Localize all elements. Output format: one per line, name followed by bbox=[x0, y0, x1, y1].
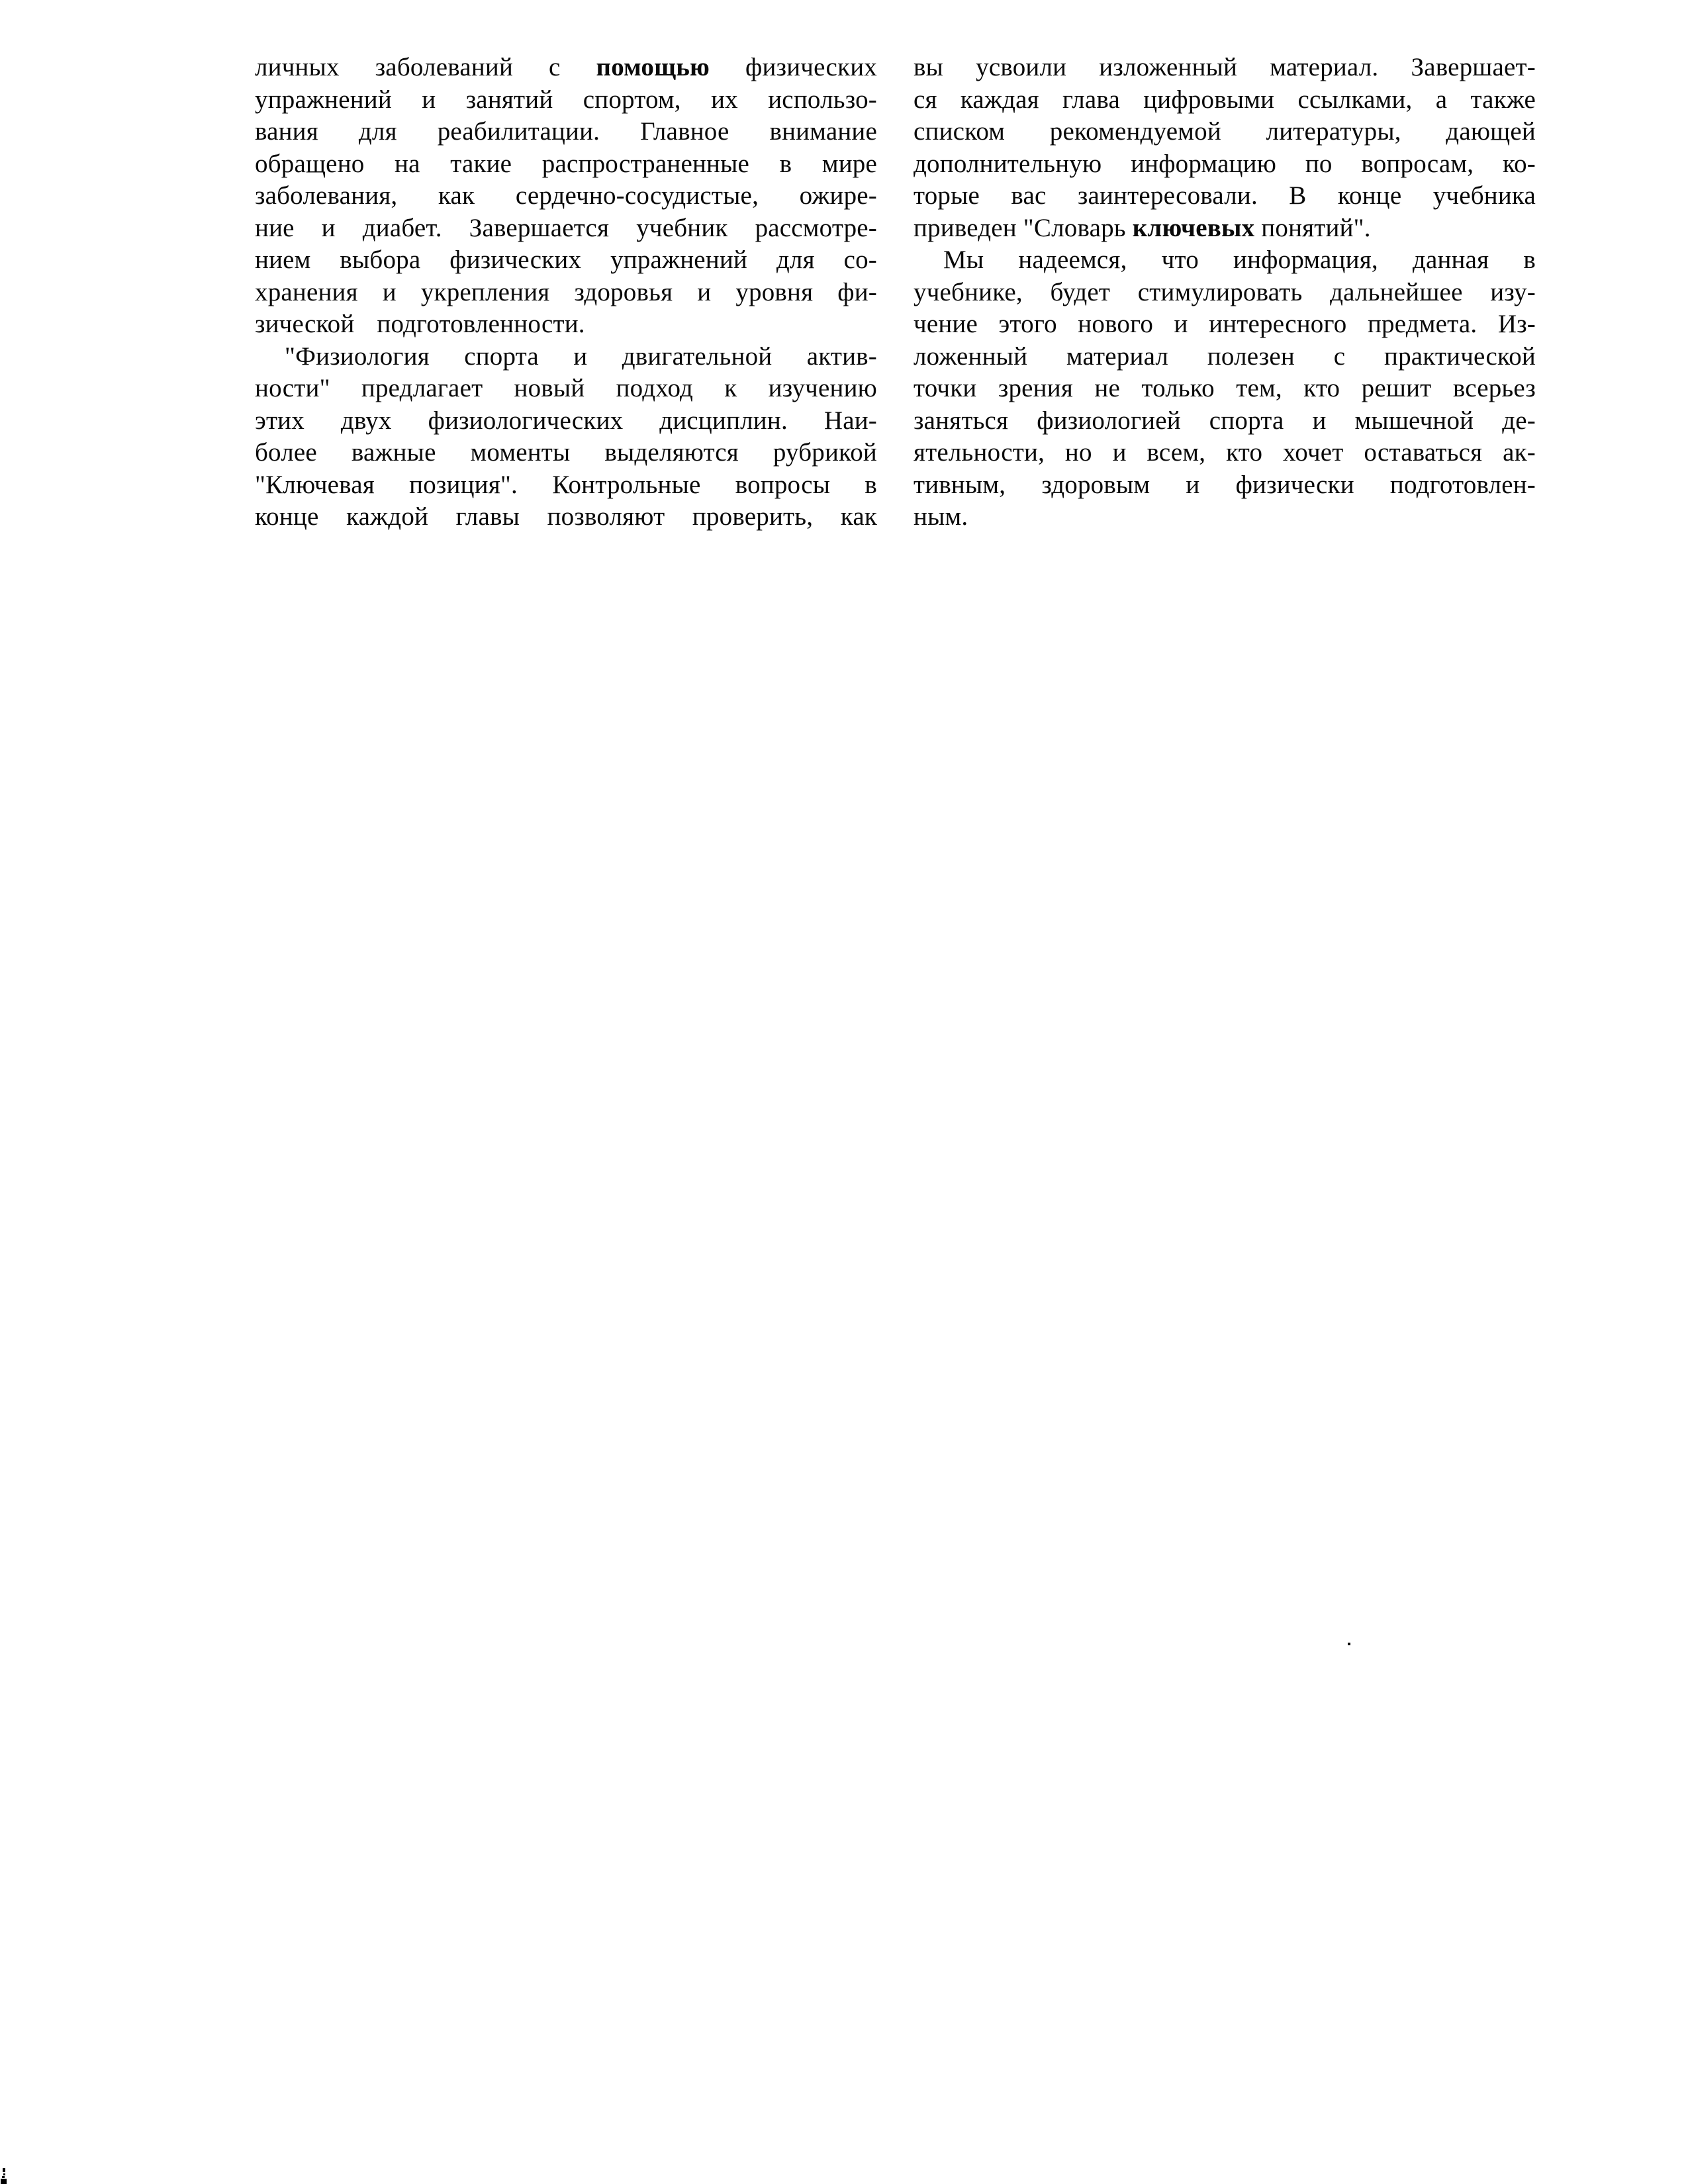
text-line: этих двух физиологических дисциплин. Наи- bbox=[255, 406, 877, 435]
text-line: упражнений и занятий спортом, их использо- bbox=[255, 85, 877, 114]
text-segment: понятий". bbox=[1254, 213, 1371, 242]
text-line bbox=[255, 52, 877, 84]
text-line: обращено на такие распространенные в мире bbox=[255, 149, 877, 178]
text-line: хранения и укрепления здоровья и уровня фи- bbox=[255, 277, 877, 306]
text-line: торые вас заинтересовали. В конце учебника bbox=[914, 181, 1536, 210]
text-segment-bold: помощью bbox=[596, 53, 710, 81]
text-segment: физических bbox=[710, 53, 877, 81]
text-line: вания для реабилитации. Главное внимание bbox=[255, 117, 877, 146]
text-line: нием выбора физических упражнений для со- bbox=[255, 246, 877, 274]
text-segment: приведен "Словарь bbox=[914, 213, 1133, 242]
text-line: тивным, здоровым и физически подготовлен- bbox=[914, 470, 1536, 499]
text-line-paragraph-start: Мы надеемся, что информация, данная в bbox=[943, 246, 1536, 274]
text-line: чение этого нового и интересного предмета. Из- bbox=[914, 310, 1536, 338]
text-line: точки зрения не только тем, кто решит всерьез bbox=[914, 374, 1536, 402]
text-segment: личных заболеваний с bbox=[255, 53, 596, 81]
text-line: заболевания, как сердечно-сосудистые, ожире- bbox=[255, 181, 877, 210]
text-line: более важные моменты выделяются рубрикой bbox=[255, 438, 877, 467]
text-line-paragraph-end: зической подготовленности. bbox=[255, 310, 585, 338]
text-line-paragraph-end bbox=[914, 212, 1536, 245]
scan-artifact-mark bbox=[3, 2168, 5, 2172]
text-line: конце каждой главы позволяют проверить, как bbox=[255, 502, 877, 531]
scan-artifact-mark bbox=[1, 2179, 7, 2184]
text-line: ние и диабет. Завершается учебник рассмотре- bbox=[255, 213, 877, 242]
text-line: ятельности, но и всем, кто хочет оставаться ак- bbox=[914, 438, 1536, 467]
text-line: ности" предлагает новый подход к изучению bbox=[255, 374, 877, 402]
text-line-paragraph-start: "Физиология спорта и двигательной актив- bbox=[285, 341, 877, 371]
text-line: вы усвоили изложенный материал. Завершает- bbox=[914, 53, 1536, 81]
text-line: "Ключевая позиция". Контрольные вопросы в bbox=[255, 470, 877, 499]
text-line: заняться физиологией спорта и мышечной де- bbox=[914, 406, 1536, 435]
text-line: дополнительную информацию по вопросам, ко- bbox=[914, 149, 1536, 178]
text-line-paragraph-end: ным. bbox=[914, 502, 968, 531]
scan-speck bbox=[1348, 1643, 1350, 1645]
scan-artifact-mark bbox=[3, 2173, 5, 2175]
text-segment-bold: ключевых bbox=[1132, 213, 1255, 242]
right-text-column bbox=[914, 52, 1536, 533]
scan-artifact-mark bbox=[2, 2176, 5, 2178]
text-line: учебнике, будет стимулировать дальнейшее изу- bbox=[914, 277, 1536, 306]
left-text-column bbox=[255, 52, 877, 533]
text-line: списком рекомендуемой литературы, дающей bbox=[914, 117, 1536, 146]
text-line: ся каждая глава цифровыми ссылками, а также bbox=[914, 85, 1536, 114]
text-line: ложенный материал полезен с практической bbox=[914, 341, 1536, 371]
